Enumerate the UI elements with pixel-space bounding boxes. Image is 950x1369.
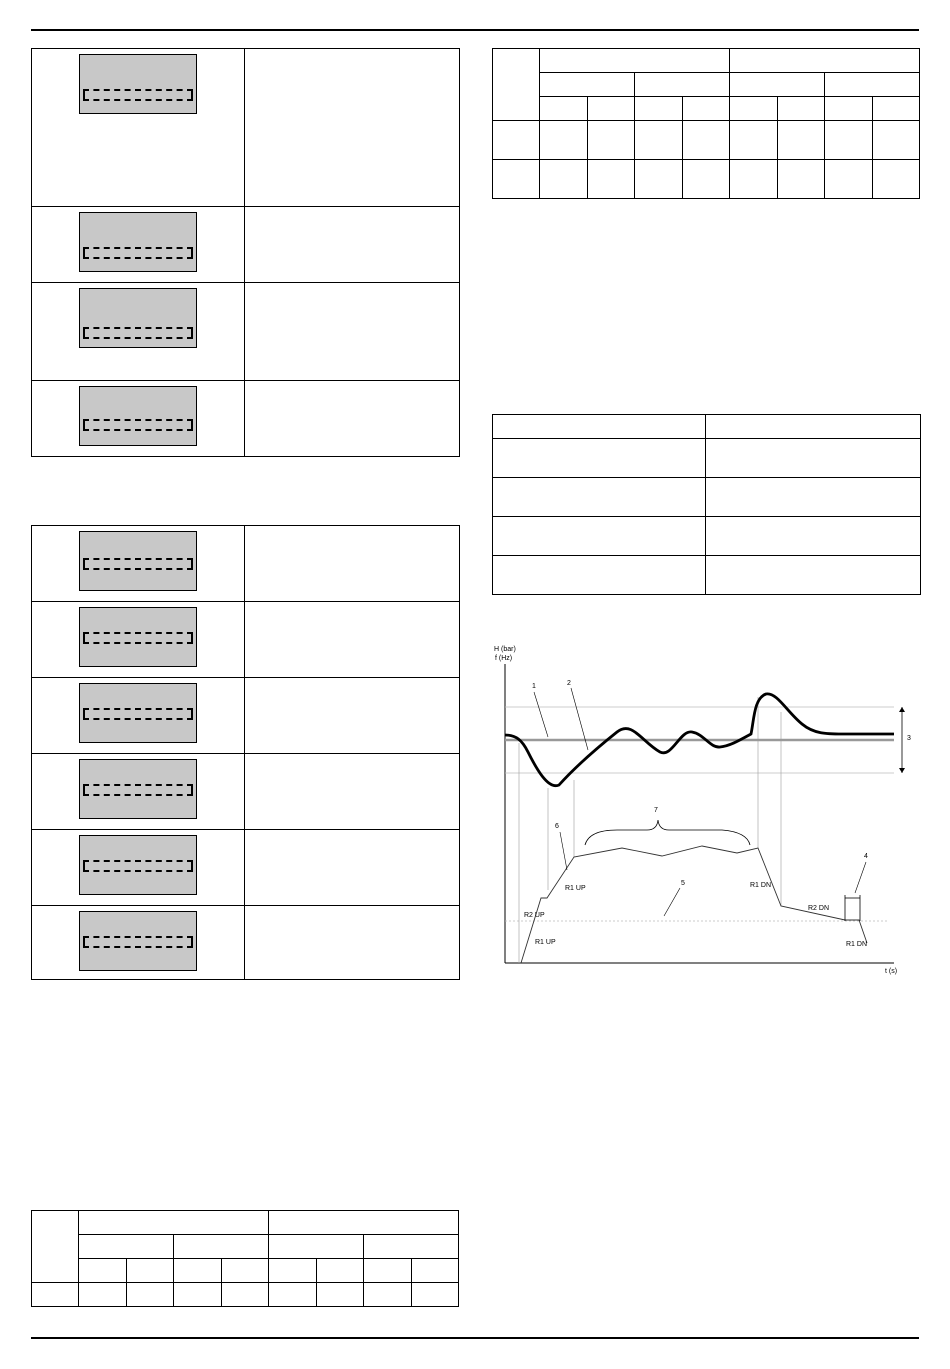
display-cell: [32, 381, 245, 457]
callout-6-leader: [560, 832, 567, 870]
header-cell: [174, 1235, 269, 1259]
display-cell: [32, 906, 245, 980]
description-cell: [245, 906, 460, 980]
header-cell: [364, 1235, 459, 1259]
data-cell: [777, 160, 825, 199]
ramp-label: R1 UP: [535, 939, 556, 946]
band-dimension-arrow: [899, 707, 905, 712]
band-dimension-arrow: [899, 768, 905, 773]
data-cell: [730, 121, 778, 160]
display-screen: [79, 531, 197, 591]
header-cell: [540, 49, 730, 73]
description-cell: [245, 526, 460, 602]
y-axis-label-pressure: H (bar): [494, 646, 516, 653]
data-cell: [126, 1283, 174, 1307]
display-table-2: [31, 525, 460, 980]
grid-table-bottom-left: [31, 1210, 459, 1307]
data-cell: [540, 160, 588, 199]
description-cell: [245, 678, 460, 754]
display-screen: [79, 386, 197, 446]
header-cell: [79, 1259, 127, 1283]
callout-5-leader: [664, 888, 680, 916]
data-cell: [635, 160, 683, 199]
display-cell: [32, 830, 245, 906]
data-cell: [269, 1283, 317, 1307]
description-cell: [245, 381, 460, 457]
display-screen: [79, 835, 197, 895]
data-cell: [587, 160, 635, 199]
header-cell: [493, 415, 706, 439]
header-cell: [269, 1235, 364, 1259]
header-cell: [174, 1259, 222, 1283]
callout-6: 6: [555, 823, 559, 830]
display-table-1: [31, 48, 460, 457]
data-cell: [872, 121, 920, 160]
display-cell: [32, 283, 245, 381]
x-axis-label: t (s): [885, 968, 898, 975]
callout-5: 5: [681, 880, 685, 887]
description-cell: [245, 754, 460, 830]
header-cell: [635, 73, 730, 97]
header-cell: [540, 97, 588, 121]
header-cell: [730, 97, 778, 121]
ramp-label: R1 DN: [846, 941, 868, 948]
description-cell: [245, 207, 460, 283]
display-screen: [79, 607, 197, 667]
header-cell: [682, 97, 730, 121]
data-cell: [682, 160, 730, 199]
data-cell: [493, 556, 706, 595]
ramp-label: R2 DN: [808, 905, 830, 912]
display-cell: [32, 207, 245, 283]
description-cell: [245, 830, 460, 906]
display-cell: [32, 49, 245, 207]
callout-7: 7: [654, 807, 658, 814]
data-cell: [825, 121, 873, 160]
data-cell: [493, 121, 540, 160]
header-cell: [730, 49, 920, 73]
data-cell: [79, 1283, 127, 1307]
data-cell: [706, 478, 921, 517]
description-cell: [245, 602, 460, 678]
curly-brace: [585, 820, 750, 845]
data-cell: [777, 121, 825, 160]
pressure-frequency-chart: [492, 640, 920, 985]
header-cell: [126, 1259, 174, 1283]
header-cell: [269, 1259, 317, 1283]
display-cell: [32, 678, 245, 754]
header-cell: [493, 49, 540, 121]
ramp-label: R2 UP: [524, 912, 545, 919]
header-cell: [872, 97, 920, 121]
ramp-label: R1 UP: [565, 885, 586, 892]
display-screen: [79, 288, 197, 348]
header-cell: [79, 1235, 174, 1259]
display-screen: [79, 212, 197, 272]
ramp-label: R1 DN: [750, 882, 772, 889]
data-cell: [493, 160, 540, 199]
data-cell: [635, 121, 683, 160]
data-cell: [706, 439, 921, 478]
description-cell: [245, 283, 460, 381]
callout-2: 2: [567, 680, 571, 687]
data-cell: [493, 478, 706, 517]
data-cell: [32, 1283, 79, 1307]
data-cell: [493, 439, 706, 478]
callout-1-leader: [534, 692, 548, 737]
display-cell: [32, 526, 245, 602]
header-cell: [730, 73, 825, 97]
data-cell: [825, 160, 873, 199]
data-cell: [682, 121, 730, 160]
top-rule: [31, 29, 919, 31]
header-cell: [777, 97, 825, 121]
header-cell: [587, 97, 635, 121]
bottom-rule: [31, 1337, 919, 1339]
header-cell: [825, 97, 873, 121]
y-axis-label-frequency: f (Hz): [495, 655, 513, 662]
callout-4-leader: [855, 862, 866, 893]
header-cell: [316, 1259, 364, 1283]
display-screen: [79, 759, 197, 819]
grid-table-top-right: [492, 48, 920, 199]
data-cell: [221, 1283, 269, 1307]
data-cell: [493, 517, 706, 556]
data-cell: [316, 1283, 364, 1307]
header-cell: [79, 1211, 269, 1235]
header-cell: [221, 1259, 269, 1283]
callout-4: 4: [864, 853, 868, 860]
display-screen: [79, 683, 197, 743]
header-cell: [32, 1211, 79, 1283]
display-screen: [79, 54, 197, 114]
header-cell: [825, 73, 920, 97]
display-cell: [32, 754, 245, 830]
data-cell: [411, 1283, 459, 1307]
two-column-table: [492, 414, 921, 595]
data-cell: [540, 121, 588, 160]
data-cell: [730, 160, 778, 199]
header-cell: [411, 1259, 459, 1283]
header-cell: [540, 73, 635, 97]
callout-1: 1: [532, 683, 536, 690]
header-cell: [706, 415, 921, 439]
display-cell: [32, 602, 245, 678]
data-cell: [872, 160, 920, 199]
data-cell: [364, 1283, 412, 1307]
data-cell: [706, 556, 921, 595]
data-cell: [174, 1283, 222, 1307]
display-screen: [79, 911, 197, 971]
description-cell: [245, 49, 460, 207]
data-cell: [706, 517, 921, 556]
header-cell: [364, 1259, 412, 1283]
header-cell: [635, 97, 683, 121]
data-cell: [587, 121, 635, 160]
callout-3: 3: [907, 735, 911, 742]
header-cell: [269, 1211, 459, 1235]
